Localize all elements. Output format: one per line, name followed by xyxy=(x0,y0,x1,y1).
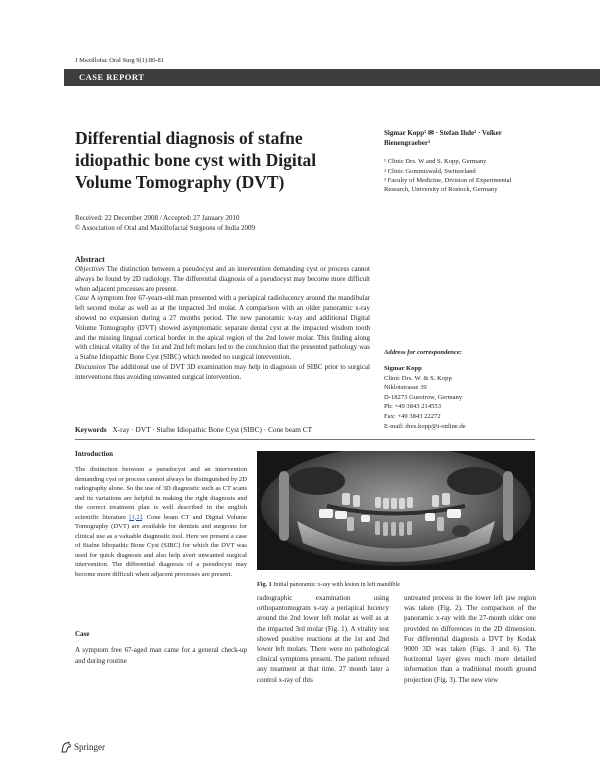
correspondence-line: Fax: +49 3843 22272 xyxy=(384,412,441,420)
body-column-2: radiographic examination using orthopantomogram x-ray a periapical lucency around the 2nd lower left molar as well as at the impacted 3rd molar (Fig. 1). A vitality test showed positive reactions at the 1st and 2nd lower left molars. There were no pathological clinical symptoms present. The patient refused any treatment at that time. 27 month later a control x-ray of this xyxy=(257,594,389,684)
introduction-text: The distinction between a pseudocyst and an intervention demanding cyst or process cannot always be distinguished by 2D radiography alone. So the use of 3D diagnostic such as CT scans and its variations are helpful in making the right diagnosis and the correct treatment plan is well described in the english scientific literature xyxy=(75,466,247,521)
section-banner xyxy=(64,69,600,86)
section-label: CASE REPORT xyxy=(79,72,145,82)
correspondence-line: Ph: +49 3843 214553 xyxy=(384,403,442,411)
case-label: Case xyxy=(75,294,89,303)
divider xyxy=(75,439,535,440)
article-dates xyxy=(75,214,375,233)
keywords-text: X-ray · DVT · Stafne Idiopathic Bone Cyst (SIBC) · Cone beam CT xyxy=(112,425,313,434)
introduction-heading: Introduction xyxy=(75,450,113,458)
correspondence-email[interactable]: E-mail: dres.kopp@t-online.de xyxy=(384,422,466,430)
correspondence-line: Clinic Drs. W. & S. Kopp xyxy=(384,374,452,382)
article-title: Differential diagnosis of stafne idiopathic bone cyst with Digital Volume Tomography (DVT) xyxy=(75,128,317,192)
affiliations xyxy=(384,157,534,195)
abstract-body xyxy=(75,265,370,383)
affiliation-2: ² Clinic Gommiswald, Switzerland xyxy=(384,167,476,175)
panoramic-xray-image xyxy=(257,451,535,570)
objectives-text: The distinction between a pseudocyst and an intervention demanding cyst or process cannot always be found by 2D radiology. The differential diagnosis of a pseudocyst may become more difficult when adjacent processes are present. xyxy=(75,265,371,293)
keywords-label: Keywords xyxy=(75,425,107,434)
figure-caption xyxy=(257,581,537,588)
case-text: A symptom free 67-years-old man presented with a periapical radiolucency around the mandibular left second molar as well as at the impacted 3rd molar. A comparison with an older panoramic x-ray showed no expansion during a 27 months period. The new panoramic x-ray and additional Digital Volume Tomography (DVT) showed asymptomatic separate dental cyst at the impacted wisdom tooth and the missing lingual cortical border in the apical region of the 2nd lower molar. This finding along with clinical vitality of the 1st and 2nd left molars led to the conclusion that the presented pathology was a Stafne Idiopathic Bone Cyst (SIBC) which needed no surgical intervention. xyxy=(75,294,371,362)
journal-reference: J Maxillofac Oral Surg 9(1):80-81 xyxy=(75,57,165,64)
correspondence-name: Sigmar Kopp xyxy=(384,365,422,372)
affiliation-3: ³ Faculty of Medicine, Division of Experimental Research, University of Rostock, Germany xyxy=(384,177,512,193)
springer-horse-icon xyxy=(60,741,72,753)
correspondence-line: D-18273 Guestrow, Germany xyxy=(384,393,463,401)
author-list xyxy=(384,129,534,148)
author-line-1: Sigmar Kopp¹ ✉ · Stefan Ihde² · Volker xyxy=(384,129,502,137)
case-heading: Case xyxy=(75,630,90,638)
author-line-2: Bienengraeber³ xyxy=(384,138,431,147)
copyright-line: © Association of Oral and Maxillofacial Surgeons of India 2009 xyxy=(75,223,255,232)
discussion-text: The additional use of DVT 3D examination may help in diagnosis of SIBC prior to surgical interventions thus avoiding unwanted surgical intervention. xyxy=(75,362,370,381)
correspondence-block xyxy=(384,364,534,431)
introduction-body xyxy=(75,465,247,579)
discussion-label: Discussion xyxy=(75,362,106,371)
figure-caption-text: Initial panoramic x-ray with lesion in left mandible xyxy=(273,581,400,588)
correspondence-heading: Address for correspondence: xyxy=(384,349,463,356)
case-body: A symptom free 67-aged man came for a general check-up and during routine xyxy=(75,646,247,665)
abstract-heading: Abstract xyxy=(75,255,105,264)
affiliation-1: ¹ Clinic Drs. W and S. Kopp, Germany xyxy=(384,158,487,165)
correspondence-line: Niklotstrasse 39 xyxy=(384,384,427,392)
figure-label: Fig. 1 xyxy=(257,581,272,588)
introduction-text-continued: . Cone beam CT and Digital Volume Tomography (DVT) are available for dentists and surgeons for clinical use as a valuable diagnostic tool. Here we present a case of Stafne Idiopathic Bone Cyst (SIBC) for which the DVT was used for quick diagnosis and also help avert unwanted surgical intervention. The differential diagnosis of a pseudocyst may become more difficult when adjacent processes are present. xyxy=(75,513,247,578)
publisher-footer xyxy=(60,741,105,753)
xray-illustration xyxy=(257,451,535,570)
publisher-name: Springer xyxy=(74,742,105,752)
keywords xyxy=(75,425,375,434)
body-column-3: untreated process in the lower left jaw region was taken (Fig. 2). The comparison of the panoramic x-ray with the 27-month older one provided no differences in the 2D dimension. For differential diagnosis a DVT by Kodak 9000 3D was taken (Figs. 3 and 6). The horizontal layer gives much more detailed information than a traditional mouth ground projection (Fig. 3). The new view xyxy=(404,594,536,684)
received-date: Received: 22 December 2008 / Accepted: 27 January 2010 xyxy=(75,214,240,222)
reference-link[interactable]: [1,2] xyxy=(129,513,142,521)
objectives-label: Objectives xyxy=(75,265,105,273)
